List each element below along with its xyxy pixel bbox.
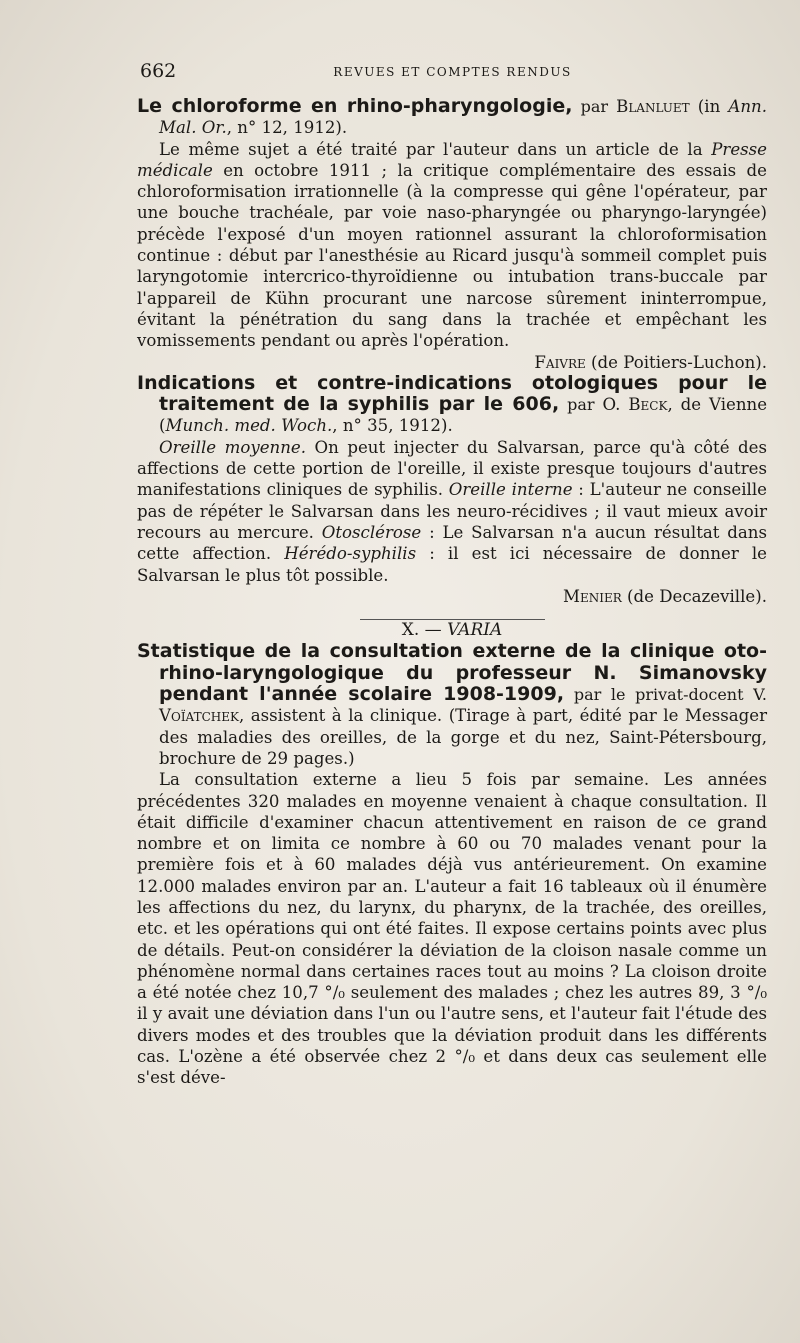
citation-text: , n° 35, 1912). — [332, 416, 453, 436]
by-prefix: par le privat-docent V. — [573, 685, 767, 705]
body-text: en octobre 1911 ; la critique complémentaire des essais de chloroformisation irrationnelle (à la compresse qui gêne l'opérateur, par une bouche trachéale, par voie naso-pharyngée ou pharyngo-laryngée) précède l'exposé d'un moyen rationnel assurant la chloroformisation continue : début par l'anesthésie au Ricard jusqu'à sommeil complet puis laryngotomie intercrico-thyroïdienne ou intubation trans-buccale par l'appareil de Kühn procurant une narcose sûrement ininterrompue, évitant la pénétration du sang dans la trachée et empêchant les vomissements pendant ou après l'opération. — [137, 160, 767, 351]
citation-text: , de Vienne ( — [159, 395, 768, 436]
article-body — [137, 437, 767, 586]
section-number: X. — — [401, 620, 448, 641]
article-signature — [137, 352, 767, 373]
article-title: Indications et contre-indications otologiques pour le traitement de la syphilis par le 606, — [137, 371, 767, 416]
body-term: Hérédo-syphilis — [284, 544, 417, 564]
body-term: Otosclérose — [321, 522, 422, 542]
signature-place: (de Decazeville). — [621, 586, 767, 606]
article-author: Voïatchek — [159, 706, 239, 726]
signature-place: (de Poitiers-Luchon). — [585, 352, 767, 372]
citation-open: (in — [697, 97, 729, 116]
body-text: : Le Salvarsan n'a aucun résultat dans cette affection. — [137, 522, 767, 564]
article-title: Statistique de la consultation externe de la clinique oto-rhino-laryngologique du professeur N. Simanovsky pendant l'année scolaire 1908-1909, — [137, 640, 767, 706]
citation-text: , assistent à la clinique. (Tirage à part, édité par le Messager des maladies des oreilles, de la gorge et du nez, Saint-Pétersbourg, brochure de 29 pages.) — [159, 706, 767, 768]
body-term: Oreille moyenne. — [159, 437, 307, 457]
page-number: 662 — [140, 60, 177, 82]
article-heading — [137, 96, 767, 139]
article-heading — [137, 641, 767, 769]
article-body: La consultation externe a lieu 5 fois par semaine. Les années précédentes 320 malades en moyenne venaient à chaque consultation. Il était difficile d'examiner chacun attentivement en raison de ce grand nombre et on limita ce nombre à 60 ou 70 malades venant pour la première fois et à 60 malades déjà vus antérieurement. On examine 12.000 malades environ par an. L'auteur a fait 16 tableaux où il énumère les affections du nez, du larynx, du pharynx, de la trachée, des oreilles, etc. et les opérations qui ont été faites. Il expose certains points avec plus de détails. Peut-on considérer la déviation de la cloison nasale comme un phénomène normal dans certaines races tout au moins ? La cloison droite a été notée chez 10,7 °/₀ seulement des malades ; chez les autres 89, 3 °/₀ il y avait une déviation dans l'un ou l'autre sens, et l'auteur fait l'étude des divers modes et des troubles que la déviation produit dans les différents cas. L'ozène a été observée chez 2 °/₀ et dans deux cas seulement elle s'est déve- — [137, 770, 767, 1088]
article-heading — [137, 373, 767, 437]
section-heading — [137, 620, 767, 641]
by-prefix: par — [580, 97, 609, 116]
signature-name: Menier — [562, 586, 622, 606]
article-body — [137, 139, 767, 352]
body-term: Oreille interne — [448, 480, 573, 500]
citation-rest: , n° 12, 1912). — [226, 118, 348, 138]
article-signature — [137, 586, 767, 607]
body-text: : il est ici nécessaire de donner le Salvarsan le plus tôt possible. — [137, 544, 768, 585]
article-author: Blanluet — [616, 97, 690, 116]
body-text: Le même sujet a été traité par l'auteur dans un article de la — [159, 139, 712, 159]
section-title: VARIA — [447, 620, 503, 641]
signature-name: Faivre — [534, 352, 586, 372]
article-title: Le chloroforme en rhino-pharyngologie, — [137, 95, 573, 117]
body-text: : L'auteur ne conseille pas de répéter le Salvarsan dans les neuro-récidives ; il vaut mieux avoir recours au mercure. — [137, 480, 767, 542]
citation-journal: Munch. med. Woch. — [165, 416, 333, 436]
body-text: On peut injecter du Salvarsan, parce qu'à côté des affections de cette portion de l'oreille, il existe presque toujours d'autres manifestations cliniques de syphilis. — [137, 437, 767, 500]
page-header — [140, 60, 765, 86]
article-author: O. Beck — [602, 395, 668, 415]
page-content — [137, 96, 767, 1089]
body-journal: Presse médicale — [137, 139, 767, 180]
by-prefix: par — [567, 395, 595, 415]
citation-journal: Ann. Mal. Or. — [159, 97, 768, 138]
running-head: REVUES ET COMPTES RENDUS — [333, 65, 572, 79]
